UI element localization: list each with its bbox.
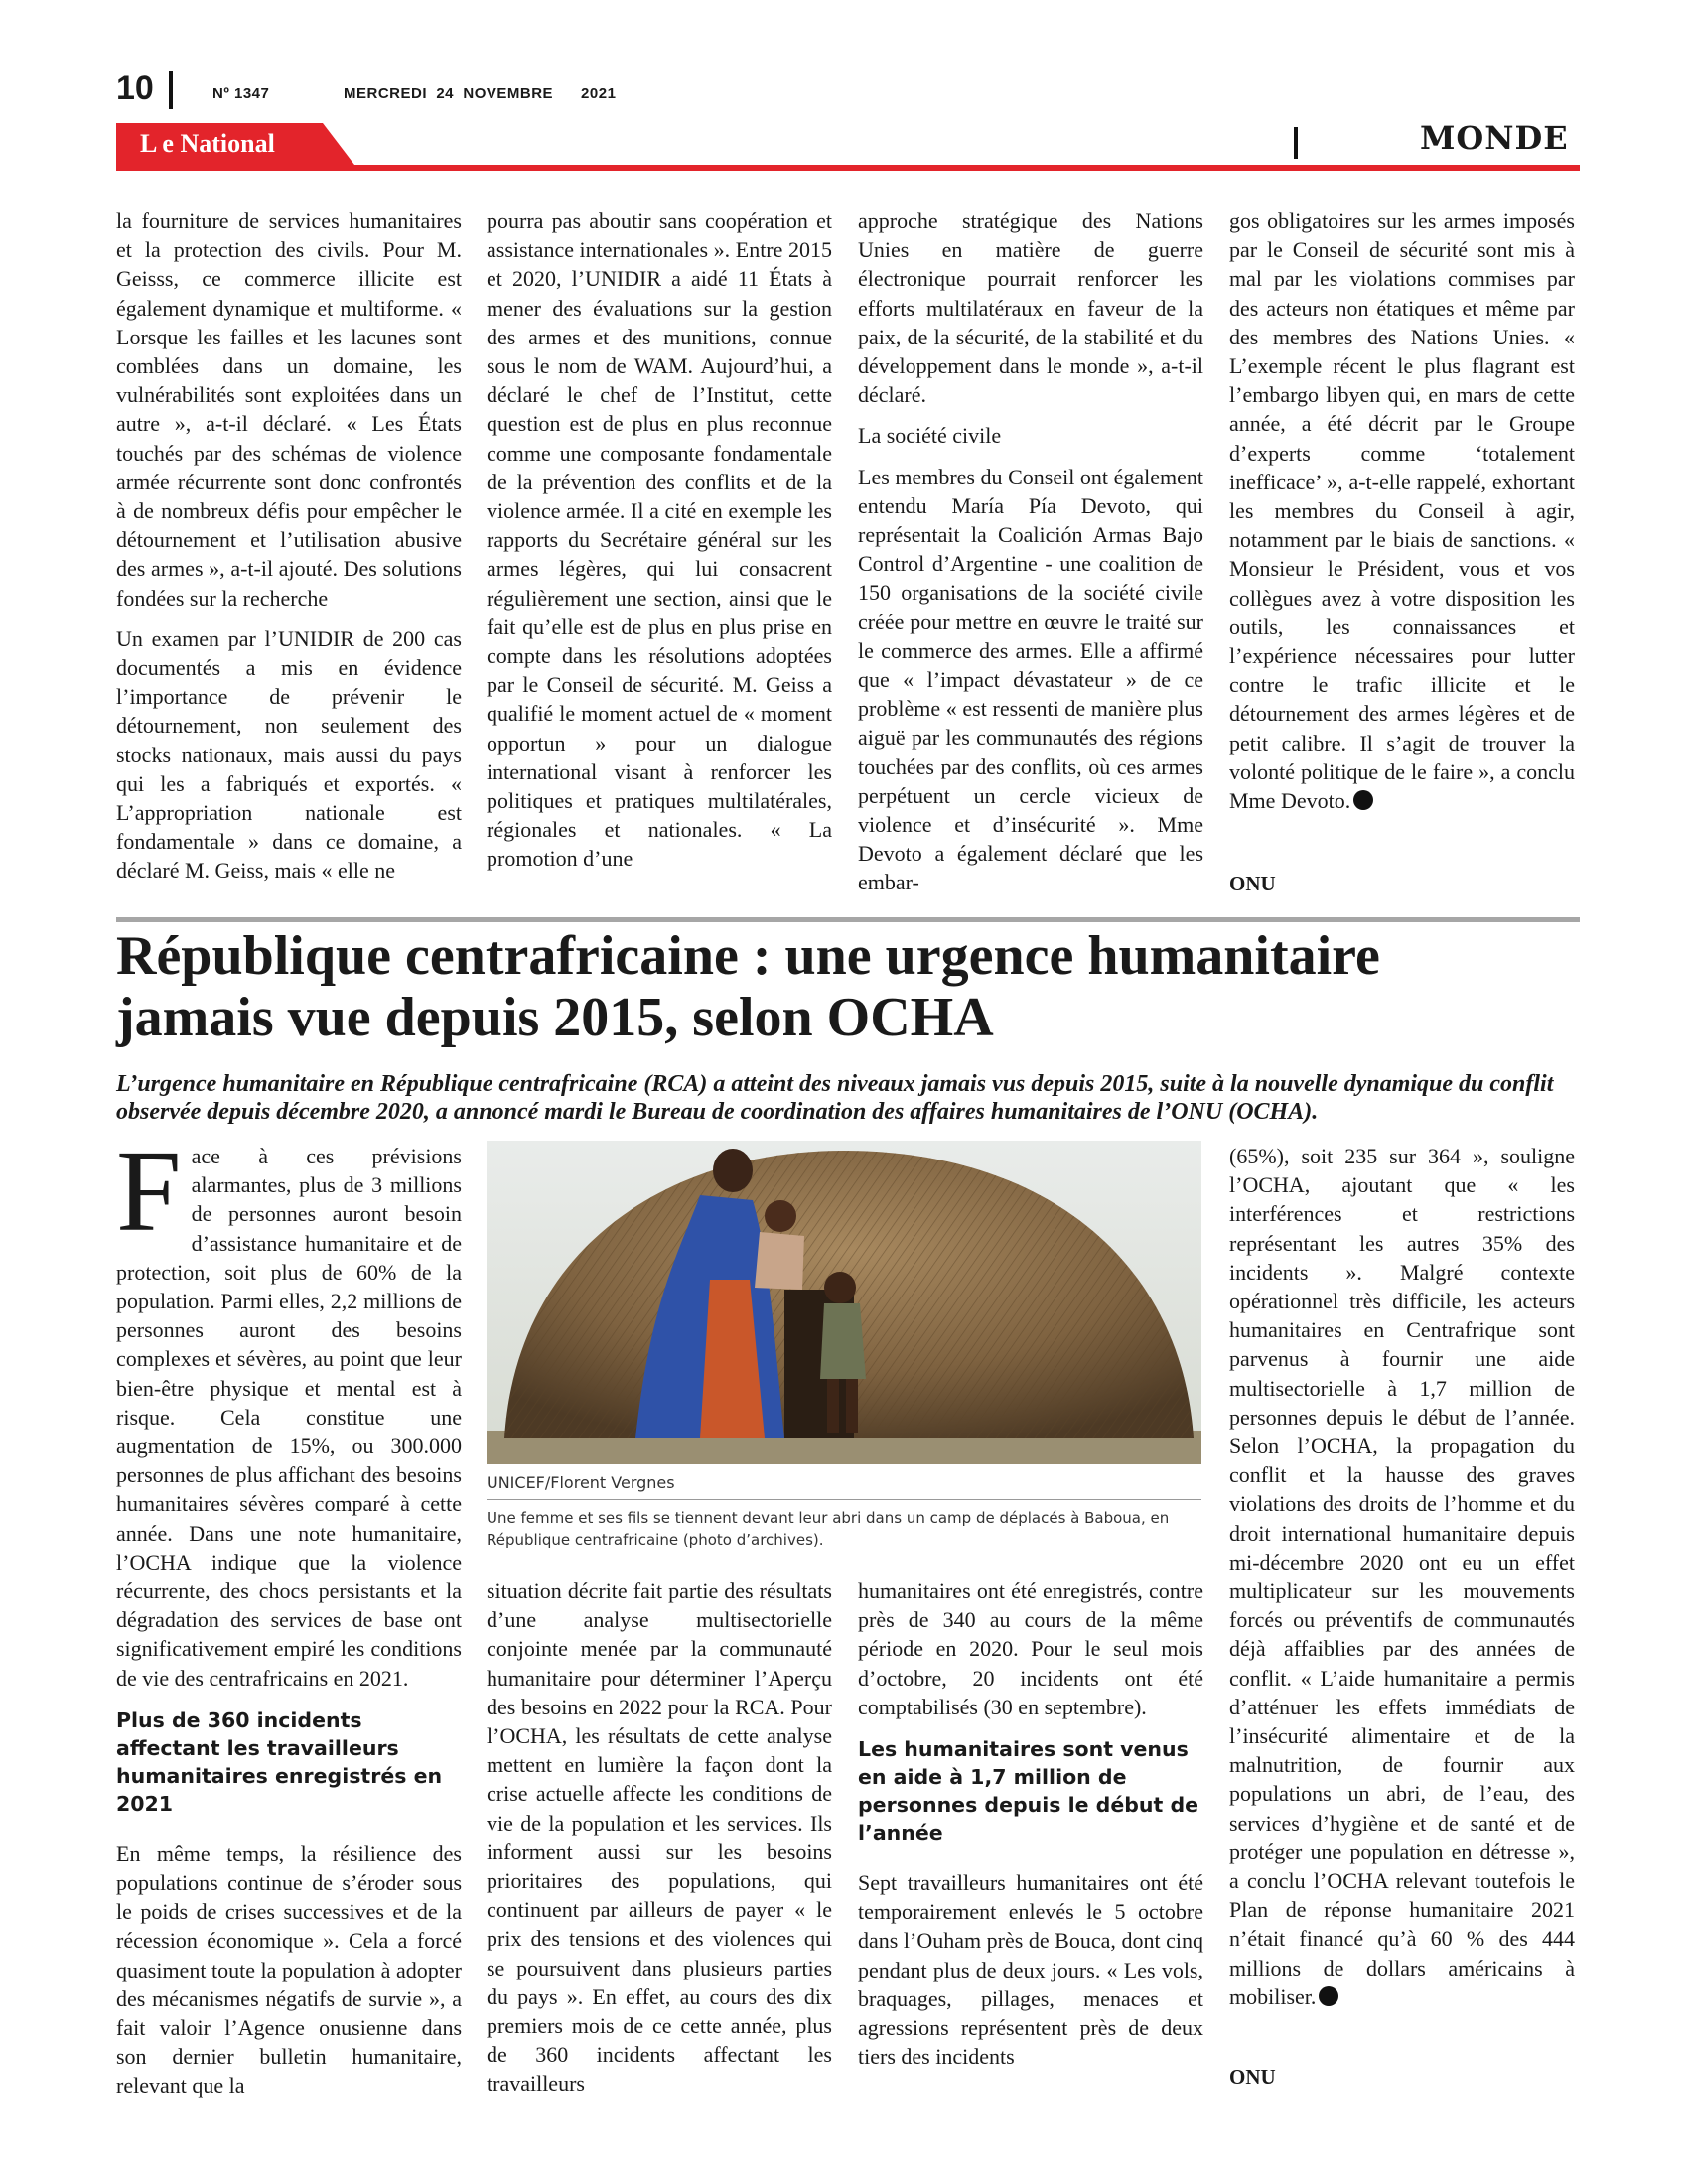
paragraph: pourra pas aboutir sans coopération et assistance internationales ». Entre 2015 et 2020, l’UNIDIR a aidé 11 États à mener des évaluations sur la gestion des armes et des munitions, connue sous le nom de WAM. Aujourd’hui, a déclaré le chef de l’Institut, cette question est de plus en plus reconnue comme une composante fondamentale de la prévention des conflits et de la violence armée. Il a cité en exemple les rapports du Secrétaire général sur les armes légères, qui lui consacrent régulièrement une section, ainsi que le fait qu’elle est de plus en plus prise en compte dans les résolutions adoptées par le Conseil de sécurité. M. Geiss a qualifié le moment actuel de « moment opportun » pour un dialogue international visant à renforcer les politiques et pratiques multilatérales, régionales et nationales. « La promotion d’une [487, 208, 832, 872]
end-mark-icon [1353, 790, 1373, 810]
subheading: Les humanitaires sont venus en aide à 1,7 million de personnes depuis le début de l’année [858, 1737, 1199, 1845]
article1-column-1 [116, 206, 462, 897]
paragraph [1229, 1142, 1575, 2011]
paragraph: humanitaires ont été enregistrés, contre près de 340 au cours de la même période en 2020. Pour le seul mois d’octobre, 20 incidents ont été comptabilisés (30 en septembre). [858, 1578, 1203, 1719]
header-divider [169, 71, 173, 109]
paragraph: la fourniture de services humanitaires et la protection des civils. Pour M. Geisss, ce commerce illicite est également dynamique et multiforme. « Lorsque les failles et les lacunes sont comblées dans un domaine, les vulnérabilités sont exploitées dans un autre », a-t-il déclaré. « Les États touchés par des schémas de violence armée récurrente sont donc confrontés à de nombreux défis pour empêcher le détournement et l’utilisation abusive des armes », a-t-il ajouté. Des solutions fondées sur la recherche [116, 208, 462, 611]
paragraph: Sept travailleurs humanitaires ont été temporairement enlevés le 5 octobre dans l’Ouham près de Bouca, dont cinq pendant plus de deux jours. « Les vols, braquages, pillages, menaces et agressions représentent près de deux tiers des incidents [858, 1870, 1203, 2070]
article2-signature: ONU [1229, 2065, 1276, 2089]
article1-column-3 [858, 206, 1203, 909]
paragraph-text: (65%), soit 235 sur 364 », souligne l’OCHA, ajoutant que « les interférences et restrictions représentant les autres 35% des incidents ». Malgré contexte opérationnel très difficile, les acteurs humanitaires en Centrafrique sont parvenus à fournir une aide multisectorielle à 1,7 million de personnes depuis le début de l’année. Selon l’OCHA, la propagation du conflit et la hausse des graves violations des droits de l’homme et du droit international humanitaire depuis mi-décembre 2020 ont eu un effet multiplicateur sur les mouvements forcés ou préventifs de communautés déjà affaiblies par des années de conflit. « L’aide humanitaire a permis d’atténuer les effets immédiats de l’insécurité alimentaire et de la malnutrition, de fournir aux populations un abri, de l’eau, des services d’hygiène et de santé et de protéger une population en détresse », a conclu l’OCHA relevant toutefois le Plan de réponse humanitaire 2021 n’était financé qu’à 60 % des 444 millions de dollars américains à mobiliser. [1229, 1144, 1575, 2009]
photo-caption: Une femme et ses fils se tiennent devant leur abri dans un camp de déplacés à Baboua, en République centrafricaine (photo d’archives). [487, 1509, 1170, 1549]
article1-column-2 [487, 206, 832, 886]
brand-name: L e National [140, 129, 275, 158]
drop-cap: F [116, 1126, 182, 1256]
article1-column-4 [1229, 206, 1575, 827]
end-mark-icon [1319, 1986, 1338, 2006]
section-label: MONDE [1420, 119, 1569, 157]
paragraph [1229, 206, 1575, 815]
page-number: 10 [116, 69, 154, 107]
caption-rule [487, 1499, 1201, 1500]
subsection-title: La société civile [858, 423, 1002, 449]
paragraph [116, 1126, 462, 1693]
article1-signature: ONU [1229, 872, 1276, 895]
subheading: Plus de 360 incidents affectant les travailleurs humanitaires enregistrés en 2021 [116, 1707, 443, 1816]
headline-line: République centrafricaine : une urgence humanitaire [116, 925, 1380, 987]
photo-credit: UNICEF/Florent Vergnes [487, 1473, 675, 1492]
headline-line: jamais vue depuis 2015, selon OCHA [116, 987, 994, 1048]
paragraph: approche stratégique des Nations Unies en matière de guerre électronique pourrait renforcer les efforts multilatéraux en faveur de la paix, de la sécurité, de la stabilité et du développement dans le monde », a-t-il déclaré. [858, 208, 1203, 408]
paragraph: En même temps, la résilience des populations continue de s’éroder sous le poids de crises successives et de la récession économique ». Cela a forcé quasiment toute la population à adopter des mécanismes négatifs de survie », a fait valoir l’Agence onusienne dans son dernier bulletin humanitaire, relevant que la [116, 1841, 462, 2099]
lede: L’urgence humanitaire en République centrafricaine (RCA) a atteint des niveaux jamais vus depuis 2015, suite à la nouvelle dynamique du conflit observée depuis décembre 2020, a annoncé mardi le Bureau de coordination des affaires humanitaires de l’ONU (OCHA). [116, 1071, 1554, 1125]
paragraph: Les membres du Conseil ont également entendu María Pía Devoto, qui représentait la Coalición Armas Bajo Control d’Argentine - une coalition de 150 organisations de la société civile créée pour mettre en œuvre le traité sur le commerce des armes. Elle a affirmé que « l’impact dévastateur » de ce problème « est ressenti de manière plus aiguë par les communautés des régions touchées par des conflits, où ces armes perpétuent un cercle vicieux de violence et d’insécurité ». Mme Devoto a également déclaré que les embar- [858, 464, 1203, 895]
issue-date: MERCREDI 24 NOVEMBRE 2021 [344, 85, 617, 102]
issue-number: Nº 1347 [212, 85, 270, 102]
article2-column-1 [116, 1126, 462, 2113]
headline [116, 925, 1586, 1048]
paragraph: situation décrite fait partie des résultats d’une analyse multisectorielle conjointe menée par la communauté humanitaire pour déterminer l’Aperçu des besoins en 2022 pour la RCA. Pour l’OCHA, les résultats de cette analyse mettent en lumière la façon dont la crise actuelle affecte les conditions de vie de la population et les services. Ils informent aussi sur les besoins prioritaires des populations, qui continuent par ailleurs de payer « le prix des tensions et des violences qui se poursuivent dans plusieurs parties du pays ». En effet, au cours des dix premiers mois de ce cette année, plus de 360 incidents affectant les travailleurs [487, 1578, 832, 2097]
header-rule [116, 165, 1580, 171]
article-separator [116, 917, 1580, 922]
article2-column-4 [1229, 1142, 1575, 2023]
article2-column-3 [858, 1576, 1203, 2083]
hut-photo [487, 1141, 1201, 1464]
paragraph: Un examen par l’UNIDIR de 200 cas documentés a mis en évidence l’importance de prévenir le détournement, non seulement des stocks nationaux, mais aussi du pays qui les a fabriqués et exportés. « L’appropriation nationale est fondamentale » dans ce domaine, a déclaré M. Geiss, mais « elle ne [116, 625, 462, 884]
article2-column-2 [487, 1576, 832, 2111]
brand-logo [116, 123, 374, 165]
section-divider [1294, 127, 1298, 159]
paragraph-text: gos obligatoires sur les armes imposés par le Conseil de sécurité sont mis à mal par les violations commises par des acteurs non étatiques et même par des membres des Nations Unies. « L’exemple récent le plus flagrant est l’embargo libyen qui, en mars de cette année, a été décrit par le Groupe d’experts comme ‘totalement inefficace’ », a-t-elle rappelé, exhortant les membres du Conseil à agir, notamment par le biais de sanctions. « Monsieur le Président, vous et vos collègues avez à votre disposition les outils, les connaissances et l’expérience nécessaires pour lutter contre le trafic illicite et le détournement des armes légères et de petit calibre. Il s’agit de trouver la volonté politique de le faire », a conclu Mme Devoto. [1229, 208, 1575, 814]
paragraph-text: ace à ces prévisions alarmantes, plus de 3 millions de personnes auront besoin d’assistance humanitaire et de protection, soit plus de 60% de la population. Parmi elles, 2,2 millions de personnes auront des besoins complexes et sévères, au point que leur bien-être physique et mental est à risque. Cela constitue une augmentation de 15%, ou 300.000 personnes de plus affichant des besoins humanitaires sévères comparé à cette année. Dans une note humanitaire, l’OCHA indique que la violence récurrente, des chocs persistants et la dégradation des services de base ont significativement empiré les conditions de vie des centrafricains en 2021. [116, 1144, 462, 1691]
